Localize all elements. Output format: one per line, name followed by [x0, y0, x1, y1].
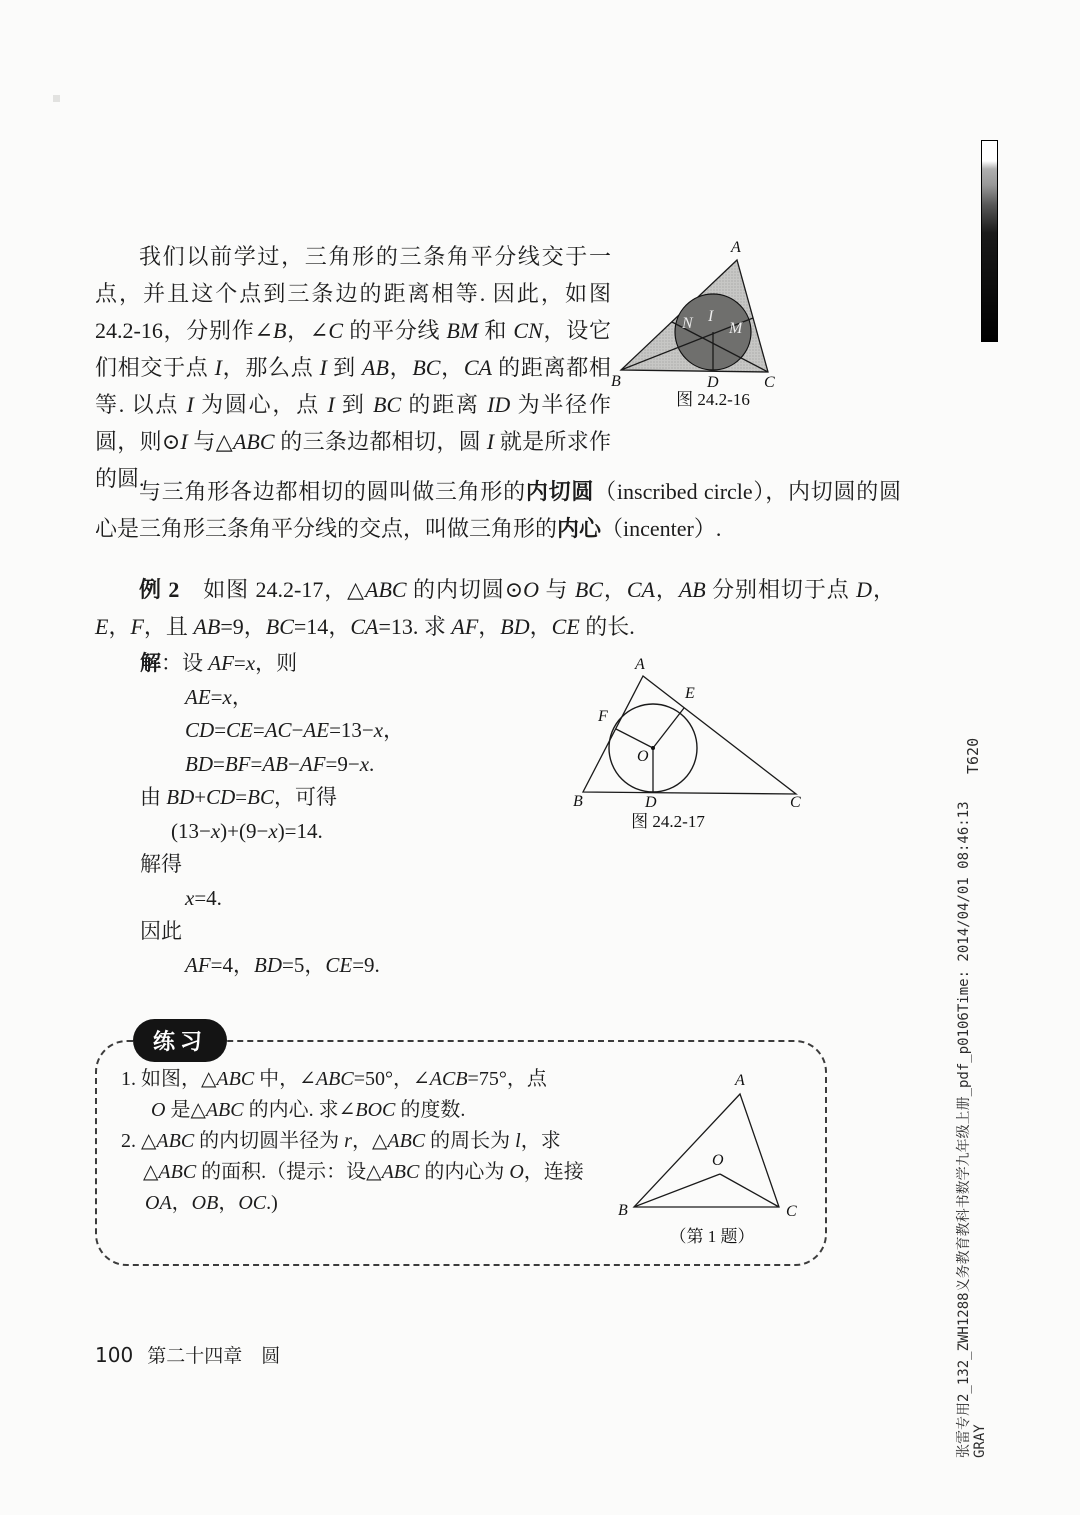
solution-line: 解得 — [140, 852, 182, 876]
practice-line: OA，OB，OC.) — [145, 1192, 278, 1214]
center-dot — [651, 746, 655, 750]
practice-badge — [133, 1019, 227, 1062]
vertex-label-c: C — [764, 374, 775, 391]
vertex-label-a: A — [635, 656, 645, 673]
figure-24-2-16 — [596, 232, 831, 417]
solution-line: CD=CE=AC−AE=13−x， — [185, 718, 405, 742]
radius-of — [616, 729, 653, 748]
solution-line: x=4. — [185, 885, 222, 910]
solution-line: 由 BD+CD=BC，可得 — [140, 785, 337, 809]
segment-oc — [720, 1174, 779, 1207]
figure-caption: （第 1 题） — [669, 1227, 755, 1246]
solution-block — [95, 647, 615, 982]
point-label-d: D — [707, 374, 719, 391]
practice-line: 2. △ABC 的内切圆半径为 r，△ABC 的周长为 l，求 — [121, 1130, 561, 1152]
solution-line: AF=4，BD=5，CE=9. — [185, 952, 380, 977]
page-footer — [95, 1341, 280, 1368]
solution-line: (13−x)+(9−x)=14. — [171, 818, 323, 843]
point-label-o: O — [712, 1152, 724, 1169]
vertex-label-c: C — [790, 794, 801, 811]
point-label-i: I — [708, 308, 714, 325]
definition-paragraph: 与三角形各边都相切的圆叫做三角形的内切圆（inscribed circle），内切圆的圆心是三角形三条角平分线的交点，叫做三角形的内心（incenter）. — [95, 479, 901, 541]
point-label-f: F — [598, 708, 608, 725]
scan-mode-label: GRAY — [972, 1424, 988, 1458]
vertex-label-a: A — [735, 1072, 745, 1089]
solution-line: BD=BF=AB−AF=9−x. — [185, 751, 375, 776]
point-label-d: D — [645, 794, 657, 811]
scan-watermark — [956, 801, 988, 1458]
figure-caption: 图 24.2-16 — [676, 390, 750, 409]
vertex-label-b: B — [573, 793, 583, 810]
scan-code: T620 — [964, 737, 982, 774]
solution-line: 因此 — [140, 919, 182, 943]
calibration-strip — [981, 140, 998, 342]
vertex-label-b: B — [611, 373, 621, 390]
radius-oe — [653, 708, 684, 748]
scan-watermark-text: 张雷专用2_132_ZWH1288义务教育教科书数学九年级上册_pdf_p0106Time: 2014/04/01 08:46:13 — [956, 801, 972, 1458]
example-statement: 例 2 如图 24.2-17，△ABC 的内切圆⊙O 与 BC，CA，AB 分别相切于点 D，E，F，且 AB=9，BC=14，CA=13. 求 AF，BD，CE 的长. — [95, 577, 895, 639]
point-label-n: N — [682, 315, 693, 332]
figure-caption: 图 24.2-17 — [631, 812, 705, 831]
vertex-label-b: B — [618, 1202, 628, 1219]
intro-paragraph: 我们以前学过，三角形的三条角平分线交于一点，并且这个点到三条边的距离相等. 因此，如图 24.2-16，分别作∠B，∠C 的平分线 BM 和 CN，设它们相交于点 I，那么点 I 到 AB，BC，CA 的距离都相等. 以点 I 为圆心，点 I 到 BC 的距离 ID 为半径作圆，则⊙I 与△ABC 的三条边都相切，圆 I 就是所求作的圆. — [95, 244, 611, 491]
practice-line: O 是△ABC 的内心. 求∠BOC 的度数. — [151, 1099, 466, 1121]
figure-practice-1 — [612, 1052, 832, 1252]
solution-line: AE=x， — [185, 684, 253, 709]
segment-bo — [634, 1174, 720, 1207]
solution-line: 解：设 AF=x，则 — [140, 651, 298, 675]
center-label-o: O — [637, 748, 649, 765]
practice-line: 1. 如图，△ABC 中，∠ABC=50°，∠ACB=75°，点 — [121, 1068, 547, 1090]
practice-problems — [121, 1064, 641, 1219]
vertex-label-a: A — [731, 239, 741, 256]
page-number: 100 — [95, 1343, 134, 1367]
point-label-e: E — [685, 685, 695, 702]
point-label-m: M — [729, 320, 743, 337]
practice-badge-label: 练习 — [152, 1029, 207, 1054]
figure-24-2-17 — [558, 644, 848, 834]
practice-line: △ABC 的面积.（提示：设△ABC 的内心为 O，连接 — [143, 1161, 584, 1183]
chapter-title: 第二十四章 圆 — [147, 1346, 281, 1367]
registration-mark — [53, 95, 60, 102]
triangle-abc — [634, 1094, 779, 1207]
vertex-label-c: C — [786, 1203, 797, 1220]
